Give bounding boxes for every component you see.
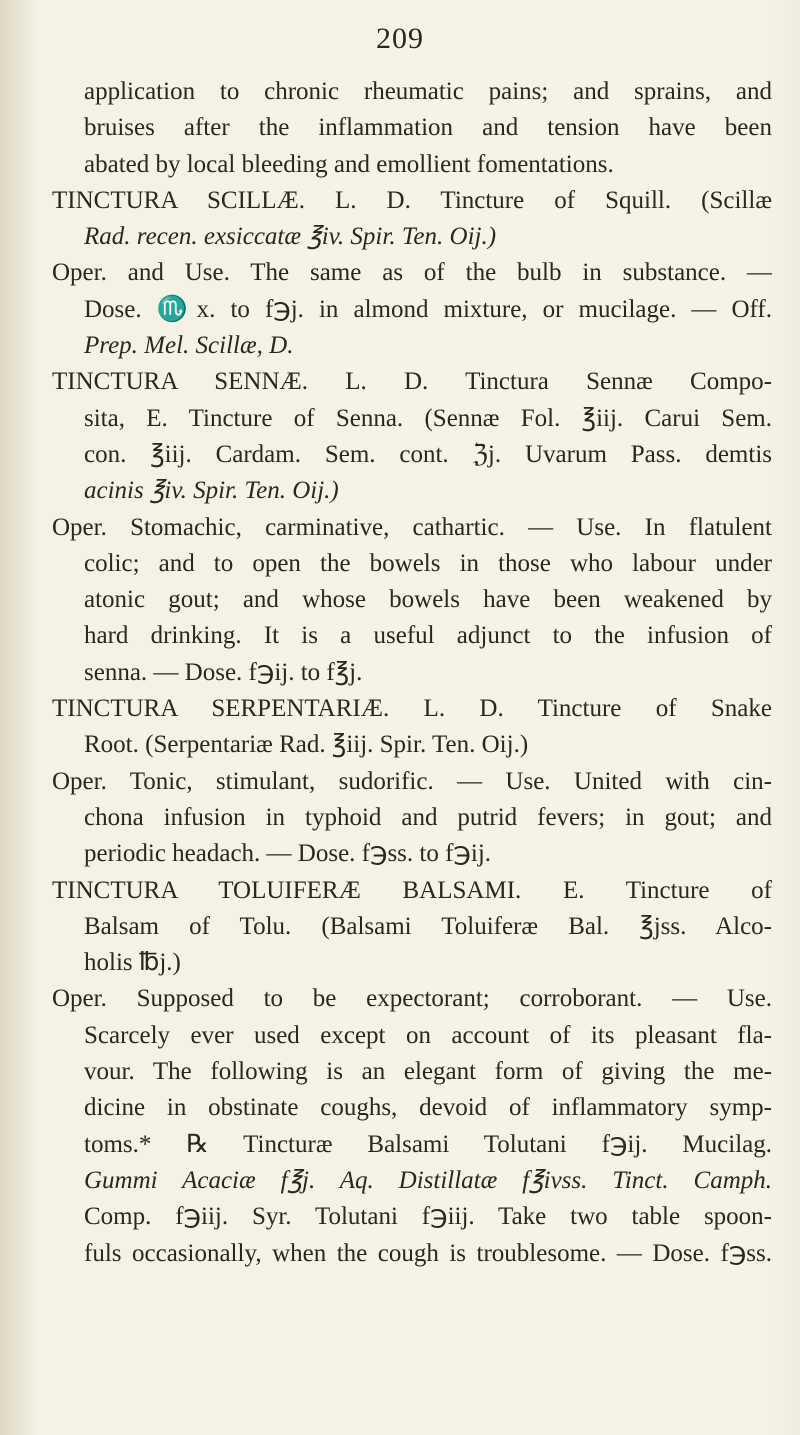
text-line: TINCTURA SERPENTARIÆ. L. D. Tincture of Snake — [52, 695, 772, 723]
text-line: hard drinking. It is a useful adjunct to the infusion of — [84, 622, 772, 650]
text-line: con. ℥iij. Cardam. Sem. cont. ℨj. Uvarum Pass. demtis — [84, 440, 772, 468]
text-line: periodic headach. — Dose. f℈ss. to f℈ij. — [84, 840, 492, 868]
text-line: acinis ℥iv. Spir. Ten. Oij.) — [84, 477, 339, 505]
text-line: Oper. Tonic, stimulant, sudorific. — Use. United with cin- — [52, 767, 772, 795]
text-line: Oper. Stomachic, carminative, cathartic. — Use. In flatulent — [52, 513, 772, 541]
text-line: TINCTURA SENNÆ. L. D. Tinctura Sennæ Compo- — [52, 368, 772, 396]
text-line: dicine in obstinate coughs, devoid of inflammatory symp- — [84, 1094, 772, 1122]
body-text — [52, 74, 772, 1272]
text-line: Root. (Serpentariæ Rad. ℥iij. Spir. Ten. Oij.) — [84, 731, 529, 759]
text-line: fuls occasionally, when the cough is troublesome. — Dose. f℈ss. — [84, 1239, 772, 1267]
text-line: vour. The following is an elegant form of giving the me- — [84, 1058, 772, 1086]
text-line: Scarcely ever used except on account of its pleasant fla- — [84, 1021, 772, 1049]
text-line: TINCTURA SCILLÆ. L. D. Tincture of Squill. (Scillæ — [52, 186, 772, 214]
text-line: Oper. Supposed to be expectorant; corroborant. — Use. — [52, 985, 772, 1013]
text-line: colic; and to open the bowels in those who labour under — [84, 549, 772, 577]
page-binding-shadow — [0, 0, 36, 1435]
text-line: holis ℔j.) — [84, 949, 181, 977]
text-line: Prep. Mel. Scillæ, D. — [84, 332, 294, 360]
text-line: atonic gout; and whose bowels have been weakened by — [84, 586, 772, 614]
text-line: Rad. recen. exsiccatæ ℥iv. Spir. Ten. Oij.) — [84, 223, 497, 251]
text-line: abated by local bleeding and emollient fomentations. — [84, 150, 614, 178]
page-number: 209 — [376, 22, 424, 55]
text-line: senna. — Dose. f℈ij. to f℥j. — [84, 658, 363, 686]
text-line: Comp. f℈iij. Syr. Tolutani f℈iij. Take two table spoon- — [84, 1203, 772, 1231]
text-line: toms.* ℞ Tincturæ Balsami Tolutani f℈ij. Mucilag. — [84, 1130, 772, 1158]
text-line: Gummi Acaciæ f℥j. Aq. Distillatæ f℥ivss. Tinct. Camph. — [84, 1166, 772, 1194]
text-line: application to chronic rheumatic pains; and sprains, and — [84, 78, 772, 105]
text-line: Dose. ♏x. to f℈j. in almond mixture, or mucilage. — Off. — [84, 295, 772, 323]
text-line: Oper. and Use. The same as of the bulb in substance. — — [52, 259, 772, 287]
text-line: TINCTURA TOLUIFERÆ BALSAMI. E. Tincture of — [52, 876, 772, 904]
text-line: chona infusion in typhoid and putrid fevers; in gout; and — [84, 803, 772, 831]
text-line: bruises after the inflammation and tension have been — [84, 114, 772, 142]
text-line: sita, E. Tincture of Senna. (Sennæ Fol. ℥iij. Carui Sem. — [84, 404, 772, 432]
text-line: Balsam of Tolu. (Balsami Toluiferæ Bal. ℥jss. Alco- — [84, 912, 772, 940]
